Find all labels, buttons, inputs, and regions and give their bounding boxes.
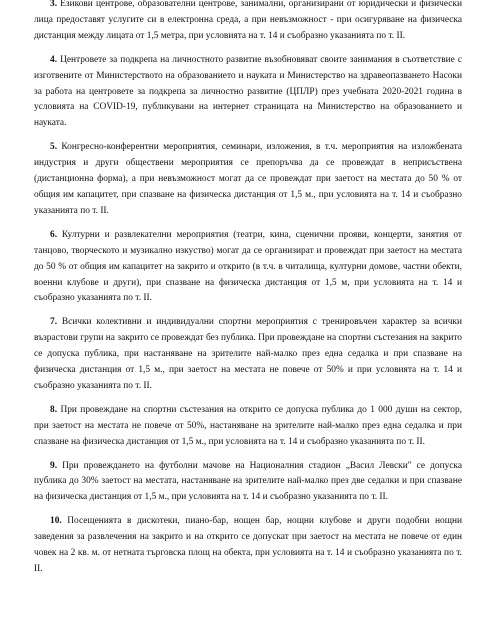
paragraph-number: 8. — [50, 404, 58, 415]
paragraph-7 — [34, 315, 462, 395]
paragraph-3 — [34, 0, 462, 45]
paragraph-text: При провеждане на спортни състезания на открито се допуска публика до 1 000 души на сектор, при заетост на местата не повече от 50%, настаняване на зрителите най-малко през една седалка и при спазване на физическа дистанция от 1,5 м., при условията на т. 14 и съобразно указанията по т. II. — [34, 404, 462, 447]
paragraph-text: Езикови центрове, образователни центрове, занимални, организирани от юридически и физически лица предоставят услугите си в електронна среда, а при невъзможност - при осигуряване на физическа дистанция между лицата от 1,5 метра, при условията на т. 14 и съобразно указанията по т. II. — [34, 0, 462, 41]
paragraph-4 — [34, 53, 462, 133]
paragraph-9 — [34, 459, 462, 507]
paragraph-number: 4. — [50, 54, 58, 65]
paragraph-5 — [34, 140, 462, 220]
paragraph-8 — [34, 403, 462, 451]
paragraph-number: 3. — [50, 0, 58, 9]
paragraph-number: 6. — [50, 229, 58, 240]
paragraph-text: Конгресно-конферентни мероприятия, семинари, изложения, в т.ч. мероприятия на изложбената индустрия и други обществени мероприятия се препоръчва да се провеждат в неприсъствена (дистанционна форма), а при невъзможност могат да се провеждат при заетост на местата до 50 % от общия им капацитет, при спазване на физическа дистанция от 1,5 м., при условията на т. 14 и съобразно указанията по т. II. — [34, 142, 462, 216]
paragraph-text: При провеждането на футболни мачове на Националния стадион „Васил Левски" се допуска публика до 30% заетост на местата, настаняване на зрителите най-малко през две седалки и при спазване на физическа дистанция от 1,5 м., при условията на т. 14 и съобразно указанията по т. II. — [34, 460, 463, 503]
paragraph-number: 10. — [50, 516, 62, 527]
paragraph-text: Културни и развлекателни мероприятия (театри, кина, сценични прояви, концерти, занятия от танцово, творческото и музикално изкуство) могат да се организират и провеждат при заетост на местата до 50 % от общия им капацитет на закрито и открито (в т.ч. в читалища, културни домове, частни обекти, военни клубове и други), при спазване на физическа дистанция от 1,5 м, при условията на т. 14 и съобразно указанията по т. II. — [34, 229, 463, 304]
paragraph-number: 7. — [50, 317, 58, 328]
paragraph-text: Посещенията в дискотеки, пиано-бар, нощен бар, нощни клубове и други подобни нощни заведения за развлечения на закрито и на открито се допускат при заетост на местата не повече от един човек на 2 кв. м. от нетната търговска площ на обекта, при условията на т. 14 и съобразно указанията по т. II. — [34, 516, 463, 574]
paragraph-text: Центровете за подкрепа на личностното развитие възобновяват своите занимания в съответствие с изготвените от Министерството на образованието и науката и Министерство на здравеопазването Насоки за работа на центровете за подкрепа за личностно развитие (ЦПЛР) през учебната 2020-2021 година в условията на COVID-19, публикувани на интернет страницата на Министерство на образованието и науката. — [34, 54, 463, 129]
paragraph-number: 5. — [50, 142, 58, 153]
paragraph-6 — [34, 228, 462, 308]
paragraph-number: 9. — [50, 460, 58, 471]
paragraph-text: Всички колективни и индивидуални спортни мероприятия с тренировъчен характер за всички възрастови групи на закрито се провеждат без публика. При провеждане на спортни състезания на закрито се допуска публика, при настаняване на зрителите най-малко през една седалка и при спазване на физическа дистанция от 1,5 м., при заетост на местата не повече от 50% и при условията на т. 14 и съобразно указанията по т. II. — [34, 317, 463, 391]
paragraph-10 — [34, 514, 462, 578]
